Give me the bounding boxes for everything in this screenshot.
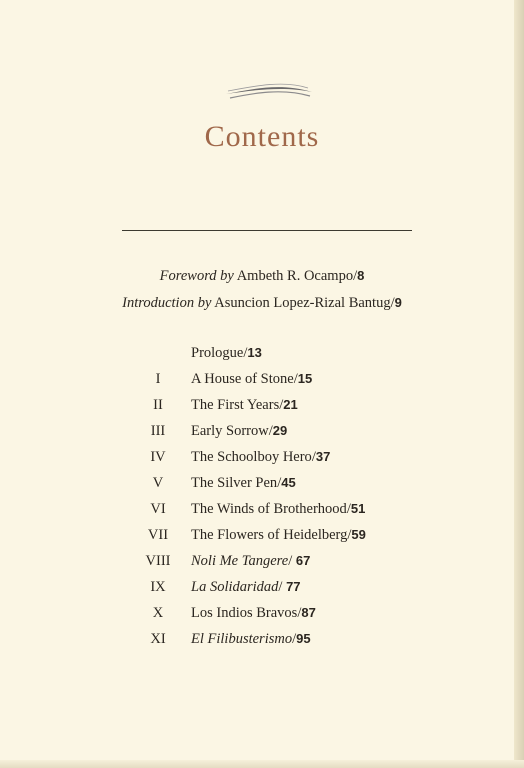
introduction-line bbox=[0, 295, 524, 312]
chapter-number: X bbox=[152, 605, 164, 621]
introduction-author: Asuncion Lopez-Rizal Bantug bbox=[214, 295, 391, 311]
chapter-entry bbox=[191, 368, 312, 390]
chapter-entry bbox=[191, 524, 366, 546]
chapter-sep: / bbox=[297, 605, 302, 621]
flourish-ornament bbox=[224, 78, 314, 102]
toc-row bbox=[0, 524, 524, 546]
chapter-sep: / bbox=[288, 553, 296, 569]
chapter-entry bbox=[191, 446, 330, 468]
chapter-sep: / bbox=[278, 579, 287, 595]
divider-rule bbox=[122, 230, 412, 231]
chapter-number: XI bbox=[150, 631, 166, 647]
chapter-page: 95 bbox=[296, 631, 311, 646]
chapter-sep: / bbox=[347, 527, 352, 543]
chapter-title: The Flowers of Heidelberg bbox=[191, 527, 348, 543]
chapter-number: II bbox=[153, 397, 163, 413]
chapter-page: 87 bbox=[301, 605, 316, 620]
chapter-title: La Solidaridad bbox=[191, 579, 279, 595]
introduction-page: 9 bbox=[394, 295, 402, 310]
chapter-title: A House of Stone bbox=[191, 371, 294, 387]
chapter-entry bbox=[191, 550, 310, 572]
chapter-entry bbox=[191, 498, 365, 520]
chapter-page: 51 bbox=[350, 501, 366, 516]
chapter-entry bbox=[191, 576, 301, 598]
toc-row bbox=[0, 628, 524, 650]
toc-row bbox=[0, 498, 524, 520]
chapter-sep: / bbox=[279, 397, 284, 413]
chapter-page: 29 bbox=[272, 423, 288, 438]
chapter-number: IV bbox=[150, 449, 166, 465]
toc-row bbox=[0, 472, 524, 494]
chapter-sep: / bbox=[311, 449, 316, 465]
chapter-page: 37 bbox=[315, 449, 331, 464]
chapter-page: 67 bbox=[295, 553, 311, 568]
chapter-number: VII bbox=[147, 527, 169, 543]
introduction-sep: / bbox=[390, 295, 395, 311]
toc-row bbox=[0, 368, 524, 390]
chapter-page: 21 bbox=[283, 397, 298, 412]
chapter-sep: / bbox=[277, 475, 282, 491]
foreword-sep: / bbox=[353, 268, 358, 284]
foreword-page: 8 bbox=[357, 268, 365, 283]
chapter-title: Los Indios Bravos bbox=[191, 605, 298, 621]
chapter-number: VI bbox=[150, 501, 166, 517]
chapter-number: III bbox=[150, 423, 166, 439]
chapter-sep: / bbox=[268, 423, 273, 439]
toc-row bbox=[0, 394, 524, 416]
chapter-entry bbox=[191, 394, 298, 416]
chapter-title: Early Sorrow bbox=[191, 423, 269, 439]
chapter-page: 15 bbox=[297, 371, 313, 386]
chapter-page: 13 bbox=[247, 345, 262, 360]
chapter-title: The Winds of Brotherhood bbox=[191, 501, 347, 517]
chapter-sep: / bbox=[292, 631, 297, 647]
chapter-title: The Silver Pen bbox=[191, 475, 278, 491]
chapter-entry bbox=[191, 342, 262, 364]
chapter-page: 45 bbox=[281, 475, 296, 490]
chapter-entry bbox=[191, 602, 316, 624]
chapter-title: Prologue bbox=[191, 345, 244, 361]
chapter-sep: / bbox=[293, 371, 298, 387]
chapter-sep: / bbox=[346, 501, 351, 517]
chapter-number: V bbox=[152, 475, 164, 491]
chapter-number: I bbox=[155, 371, 161, 387]
chapter-title: El Filibusterismo bbox=[191, 631, 293, 647]
toc-row bbox=[0, 576, 524, 598]
chapter-sep: / bbox=[243, 345, 248, 361]
chapter-page: 77 bbox=[286, 579, 301, 594]
toc-row bbox=[0, 446, 524, 468]
introduction-prefix: Introduction by bbox=[122, 295, 212, 311]
chapter-number: VIII bbox=[145, 553, 171, 569]
chapter-number: IX bbox=[150, 579, 166, 595]
chapter-page: 59 bbox=[351, 527, 366, 542]
page-title: Contents bbox=[204, 120, 320, 153]
toc-row bbox=[0, 342, 524, 364]
chapter-title: The Schoolboy Hero bbox=[191, 449, 312, 465]
chapter-title: Noli Me Tangere bbox=[191, 553, 289, 569]
toc-row bbox=[0, 550, 524, 572]
page-bottom-edge bbox=[0, 760, 524, 768]
chapter-entry bbox=[191, 420, 287, 442]
chapter-entry bbox=[191, 472, 296, 494]
chapter-title: The First Years bbox=[191, 397, 280, 413]
foreword-prefix: Foreword by bbox=[159, 268, 234, 284]
chapter-entry bbox=[191, 628, 311, 650]
toc-row bbox=[0, 420, 524, 442]
toc-row bbox=[0, 602, 524, 624]
foreword-author: Ambeth R. Ocampo bbox=[236, 268, 354, 284]
foreword-line bbox=[0, 268, 524, 285]
